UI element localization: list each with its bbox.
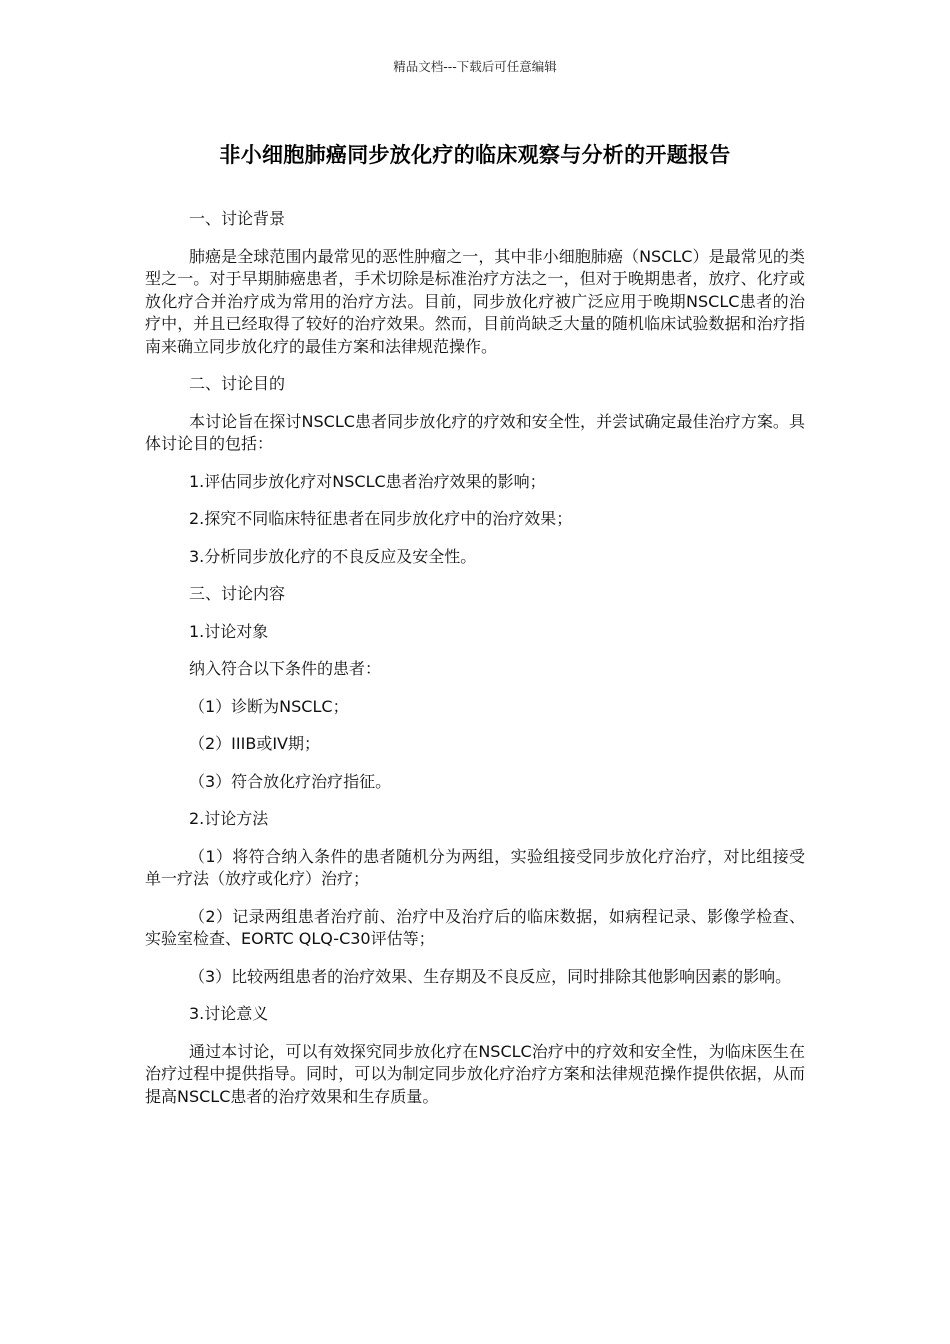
inclusion-item-1: （1）诊断为NSCLC； (189, 696, 349, 716)
subheading-significance: 3.讨论意义 (189, 1004, 269, 1023)
purpose-item-3: 3.分析同步放化疗的不良反应及安全性。 (189, 546, 477, 566)
subheading-subjects: 1.讨论对象 (189, 621, 269, 641)
page-header: 精品文档---下载后可任意编辑 (393, 59, 557, 74)
paragraph-inclusion: 纳入符合以下条件的患者： (189, 659, 382, 678)
section-heading-purpose: 二、讨论目的 (189, 374, 286, 393)
paragraph-background: 肺癌是全球范围内最常见的恶性肿瘤之一，其中非小细胞肺癌（NSCLC）是最常见的类型之一。对于早期肺癌患者，手术切除是标准治疗方法之一，但对于晚期患者，放疗、化疗或放化疗合并治疗成为常用的治疗方法。目前，同步放化疗被广泛应用于晚期NSCLC患者的治疗中，并且已经取得了较好的治疗效果。然而，目前尚缺乏大量的随机临床试验数据和治疗指南来确立同步放化疗的最佳方案和法律规范操作。 (145, 246, 805, 356)
document-title: 非小细胞肺癌同步放化疗的临床观察与分析的开题报告 (219, 143, 731, 167)
subheading-methods: 2.讨论方法 (189, 809, 269, 828)
inclusion-item-3: （3）符合放化疗治疗指征。 (189, 771, 392, 791)
inclusion-item-2: （2）IIIB或IV期； (189, 734, 320, 753)
purpose-item-2: 2.探究不同临床特征患者在同步放化疗中的治疗效果； (189, 509, 573, 528)
paragraph-significance: 通过本讨论，可以有效探究同步放化疗在NSCLC治疗中的疗效和安全性，为临床医生在治疗过程中提供指导。同时，可以为制定同步放化疗治疗方案和法律规范操作提供依据，从而提高NSCLC患者的治疗效果和生存质量。 (145, 1041, 805, 1106)
section-heading-background: 一、讨论背景 (189, 209, 286, 228)
method-item-3: （3）比较两组患者的治疗效果、生存期及不良反应，同时排除其他影响因素的影响。 (189, 966, 792, 986)
purpose-item-1: 1.评估同步放化疗对NSCLC患者治疗效果的影响； (189, 471, 546, 491)
method-item-1: （1）将符合纳入条件的患者随机分为两组，实验组接受同步放化疗治疗，对比组接受单一疗法（放疗或化疗）治疗； (145, 846, 805, 888)
paragraph-purpose: 本讨论旨在探讨NSCLC患者同步放化疗的疗效和安全性，并尝试确定最佳治疗方案。具体讨论目的包括： (145, 411, 805, 453)
method-item-2: （2）记录两组患者治疗前、治疗中及治疗后的临床数据，如病程记录、影像学检查、实验室检查、EORTC QLQ-C30评估等； (145, 906, 805, 948)
document-body (145, 208, 805, 1123)
section-heading-content: 三、讨论内容 (189, 584, 286, 603)
